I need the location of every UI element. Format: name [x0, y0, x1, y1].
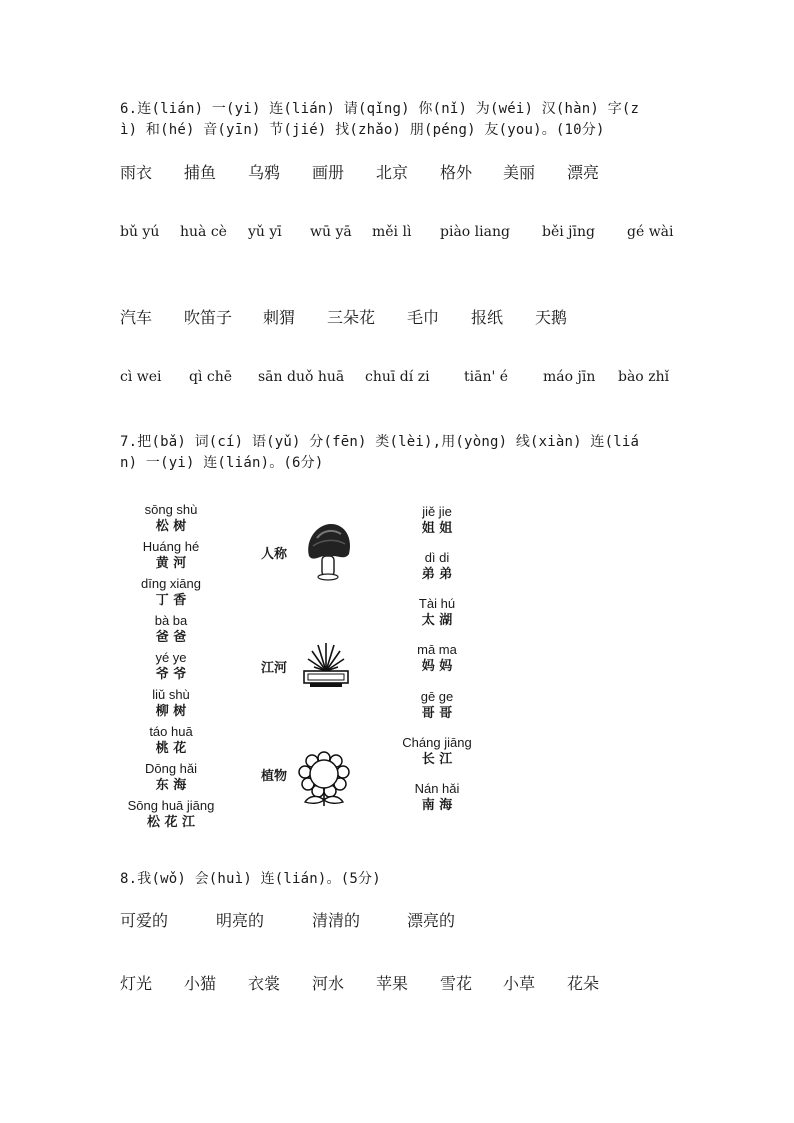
adjective: 清清的: [312, 911, 361, 930]
hanzi: 丁 香: [155, 593, 187, 608]
pinyin: bǔ yú: [120, 224, 160, 240]
word: 刺猬: [263, 308, 296, 327]
pinyin: gē ge: [420, 689, 454, 704]
q7-prompt-line1: 7.把(bǎ) 词(cí) 语(yǔ) 分(fēn) 类(lèi),用(yòng) 线(xiàn) 连(liá: [120, 434, 640, 450]
word: 毛巾: [407, 308, 440, 327]
hanzi: 爷 爷: [155, 667, 187, 682]
right-item: [382, 503, 492, 537]
left-item: [116, 538, 226, 572]
word: 画册: [312, 163, 345, 182]
right-item: [382, 549, 492, 583]
hanzi: 太 湖: [421, 613, 453, 628]
pinyin: dīng xiāng: [141, 576, 201, 591]
hanzi: 哥 哥: [421, 706, 453, 721]
noun: 苹果: [376, 974, 409, 993]
left-item: [116, 760, 226, 794]
hanzi: 南 海: [421, 798, 453, 813]
noun: 灯光: [120, 974, 153, 993]
noun: 雪花: [440, 974, 473, 993]
pinyin: bào zhǐ: [618, 369, 670, 385]
pinyin: Cháng jiāng: [402, 735, 472, 750]
pinyin: Dōng hǎi: [144, 761, 198, 776]
q6-prompt-line2: ì) 和(hé) 音(yīn) 节(jié) 找(zhǎo) 朋(péng) 友(you)。(10分): [120, 122, 605, 138]
pinyin: Nán hǎi: [414, 781, 460, 796]
pinyin: bà ba: [154, 613, 188, 628]
q7-prompt-line2: n) 一(yi) 连(lián)。(6分): [120, 455, 324, 471]
pinyin: liǔ shù: [152, 687, 190, 702]
word: 北京: [376, 163, 409, 182]
left-item: [116, 686, 226, 720]
left-item: [116, 723, 226, 757]
pinyin: yé ye: [155, 650, 187, 665]
hanzi: 松 花 江: [146, 815, 196, 830]
word: 格外: [440, 163, 473, 182]
adjective: 明亮的: [216, 911, 265, 930]
right-item: [382, 595, 492, 629]
q8-prompt: 8.我(wǒ) 会(huì) 连(lián)。(5分): [120, 871, 381, 887]
word: 捕鱼: [184, 163, 217, 182]
pinyin: jiě jie: [422, 504, 452, 519]
hanzi: 弟 弟: [421, 567, 453, 582]
adjective: 漂亮的: [407, 911, 456, 930]
pinyin: tiān' é: [464, 369, 509, 385]
hanzi: 姐 姐: [421, 521, 453, 536]
noun: 小草: [503, 974, 536, 993]
potted-plant-icon: [300, 637, 352, 689]
hanzi: 东 海: [155, 778, 187, 793]
hanzi: 长 江: [421, 752, 453, 767]
pinyin: qì chē: [189, 369, 233, 385]
category-label: 江河: [261, 661, 288, 676]
hanzi: 松 树: [155, 519, 187, 534]
word: 吹笛子: [184, 308, 233, 327]
left-item: [116, 501, 226, 535]
hanzi: 桃 花: [155, 741, 187, 756]
left-item: [116, 612, 226, 646]
hanzi: 黄 河: [155, 556, 187, 571]
left-item: [116, 575, 226, 609]
hanzi: 爸 爸: [155, 630, 187, 645]
right-item: [382, 734, 492, 768]
pinyin: Tài hú: [418, 596, 456, 611]
word: 美丽: [503, 163, 536, 182]
hanzi: 妈 妈: [421, 659, 453, 674]
word: 乌鸦: [248, 163, 281, 182]
pinyin: wū yā: [310, 224, 352, 240]
mushroom-icon: [303, 520, 353, 582]
adjective: 可爱的: [120, 911, 169, 930]
pinyin: piào liang: [440, 224, 510, 240]
word: 漂亮: [567, 163, 600, 182]
pinyin: měi lì: [372, 224, 412, 240]
pinyin: táo huā: [149, 724, 193, 739]
right-item: [382, 688, 492, 722]
q6-prompt-line1: 6.连(lián) 一(yi) 连(lián) 请(qǐng) 你(nǐ) 为(wéi) 汉(hàn) 字(z: [120, 101, 640, 117]
word: 雨衣: [120, 163, 153, 182]
pinyin: gé wài: [627, 224, 674, 240]
pinyin: mā ma: [417, 642, 457, 657]
sunflower-icon: [297, 750, 351, 808]
pinyin: chuī dí zi: [365, 369, 430, 385]
right-item: [382, 780, 492, 814]
category-label: 植物: [261, 769, 288, 784]
pinyin: sān duǒ huā: [258, 369, 345, 385]
pinyin: yǔ yī: [248, 224, 282, 240]
pinyin: sōng shù: [144, 502, 198, 517]
word: 三朵花: [327, 308, 376, 327]
right-item: [382, 641, 492, 675]
noun: 河水: [312, 974, 345, 993]
noun: 小猫: [184, 974, 217, 993]
word: 天鹅: [535, 308, 568, 327]
pinyin: cì wei: [120, 369, 162, 385]
noun: 衣裳: [248, 974, 281, 993]
pinyin: dì di: [424, 550, 450, 565]
noun: 花朵: [567, 974, 600, 993]
pinyin: máo jīn: [543, 369, 596, 385]
word: 报纸: [471, 308, 504, 327]
pinyin: huà cè: [180, 224, 227, 240]
pinyin: Sōng huā jiāng: [127, 798, 215, 813]
category-label: 人称: [261, 547, 288, 562]
left-item: [116, 797, 226, 831]
word: 汽车: [120, 308, 153, 327]
pinyin: Huáng hé: [142, 539, 200, 554]
pinyin: běi jīng: [542, 224, 595, 240]
left-item: [116, 649, 226, 683]
hanzi: 柳 树: [155, 704, 187, 719]
